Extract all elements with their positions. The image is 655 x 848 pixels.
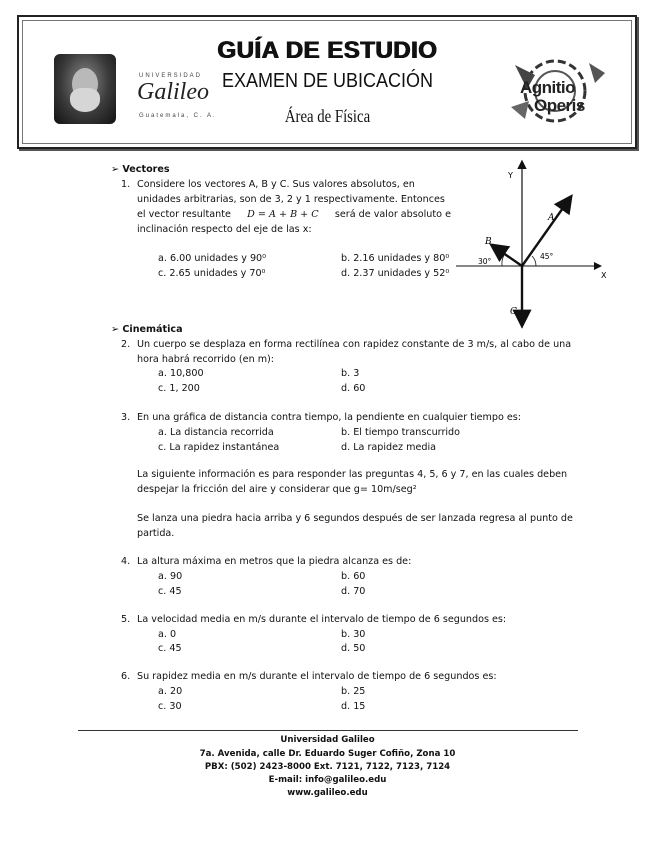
q4-number: 4. xyxy=(121,556,131,567)
q6-option-c: c. 30 xyxy=(158,701,182,712)
vector-b-arrow xyxy=(493,246,522,266)
q6-option-a: a. 20 xyxy=(158,686,183,697)
footer-email: E-mail: info@galileo.edu xyxy=(268,775,387,785)
subject-area: Área de Física xyxy=(284,106,371,126)
q1-option-b: b. 2.16 unidades y 80⁰ xyxy=(341,253,450,264)
q1-line3-post: será de valor absoluto e xyxy=(334,209,451,220)
q3-option-d: d. La rapidez media xyxy=(341,442,437,453)
q5-option-b: b. 30 xyxy=(341,629,366,640)
angle-label-a: 45° xyxy=(540,252,554,261)
q1-option-d: d. 2.37 unidades y 52⁰ xyxy=(341,268,450,279)
footer-address: 7a. Avenida, calle Dr. Eduardo Suger Cofiño, Zona 10 xyxy=(199,749,456,759)
section-vectores-label: Vectores xyxy=(122,164,170,175)
university-location: Guatemala, C. A. xyxy=(139,113,217,119)
q1-line2: unidades arbitrarias, son de 3, 2 y 1 respectivamente. Entonces xyxy=(137,194,445,205)
angle-label-b: 30° xyxy=(478,257,492,266)
q2-option-c: c. 1, 200 xyxy=(158,383,200,394)
q2-line1: Un cuerpo se desplaza en forma rectilínea con rapidez constante de 3 m/s, al cabo de una xyxy=(137,339,572,350)
q3-option-a: a. La distancia recorrida xyxy=(158,427,274,438)
q1-line3-pre: el vector resultante xyxy=(137,209,231,220)
q1-number: 1. xyxy=(121,179,131,190)
q1-option-a: a. 6.00 unidades y 90⁰ xyxy=(158,253,267,264)
q5-option-d: d. 50 xyxy=(341,643,366,654)
q4-option-b: b. 60 xyxy=(341,571,366,582)
university-name: Galileo xyxy=(137,79,209,105)
q5-option-a: a. 0 xyxy=(158,629,177,640)
logo-text-operis: Operis xyxy=(534,96,585,115)
q4-option-c: c. 45 xyxy=(158,586,182,597)
footer-phone: PBX: (502) 2423-8000 Ext. 7121, 7122, 7123, 7124 xyxy=(204,762,451,772)
footer-divider xyxy=(78,730,578,731)
q3-number: 3. xyxy=(121,412,131,423)
university-small-label: UNIVERSIDAD xyxy=(139,73,203,79)
section-heading-vectores: ➢ Vectores xyxy=(111,164,170,175)
vector-label-a: A xyxy=(548,213,555,223)
q5-number: 5. xyxy=(121,614,131,625)
q6-option-d: d. 15 xyxy=(341,701,366,712)
q6-option-b: b. 25 xyxy=(341,686,366,697)
section-cinematica-label: Cinemática xyxy=(122,324,183,335)
q5-line1: La velocidad media en m/s durante el intervalo de tiempo de 6 segundos es: xyxy=(137,614,507,625)
q4-option-d: d. 70 xyxy=(341,586,366,597)
axis-label-x: X xyxy=(601,271,607,280)
logo-text-agnitio: Agnitio xyxy=(520,78,576,97)
q6-line1: Su rapidez media en m/s durante el intervalo de tiempo de 6 segundos es: xyxy=(137,671,497,682)
vector-label-b: B xyxy=(485,237,492,247)
q3-line1: En una gráfica de distancia contra tiempo, la pendiente en cualquier tiempo es: xyxy=(137,412,522,423)
info-line3: Se lanza una piedra hacia arriba y 6 segundos después de ser lanzada regresa al punto de xyxy=(137,513,573,524)
q2-option-d: d. 60 xyxy=(341,383,366,394)
axis-label-y: Y xyxy=(508,171,513,180)
q2-option-b: b. 3 xyxy=(341,368,360,379)
q4-line1: La altura máxima en metros que la piedra alcanza es de: xyxy=(137,556,412,567)
q6-number: 6. xyxy=(121,671,131,682)
info-line2: despejar la fricción del aire y considerar que g= 10m/seg² xyxy=(137,484,417,495)
q2-option-a: a. 10,800 xyxy=(158,368,204,379)
angle-arc-b xyxy=(502,255,504,266)
section-heading-cinematica: ➢ Cinemática xyxy=(111,324,183,335)
vector-label-c: C xyxy=(510,307,517,317)
footer-website: www.galileo.edu xyxy=(287,788,368,798)
q3-option-c: c. La rapidez instantánea xyxy=(158,442,280,453)
info-line1: La siguiente información es para responder las preguntas 4, 5, 6 y 7, en las cuales deben xyxy=(137,469,568,480)
q4-option-a: a. 90 xyxy=(158,571,183,582)
q1-line4: inclinación respecto del eje de las x: xyxy=(137,224,312,235)
q1-formula: D = A + B + C xyxy=(247,209,319,220)
q2-number: 2. xyxy=(121,339,131,350)
page-title: GUÍA DE ESTUDIO xyxy=(217,37,438,64)
angle-arc-a xyxy=(532,256,536,266)
q5-option-c: c. 45 xyxy=(158,643,182,654)
info-line4: partida. xyxy=(137,528,175,539)
q2-line2: hora habrá recorrido (en m): xyxy=(137,354,275,365)
q1-option-c: c. 2.65 unidades y 70⁰ xyxy=(158,268,266,279)
q1-line3 xyxy=(137,207,451,222)
page-subtitle: EXAMEN DE UBICACIÓN xyxy=(221,70,434,92)
footer-university: Universidad Galileo xyxy=(280,735,375,745)
q3-option-b: b. El tiempo transcurrido xyxy=(341,427,461,438)
q1-line1: Considere los vectores A, B y C. Sus valores absolutos, en xyxy=(137,179,415,190)
vector-diagram xyxy=(456,158,616,330)
